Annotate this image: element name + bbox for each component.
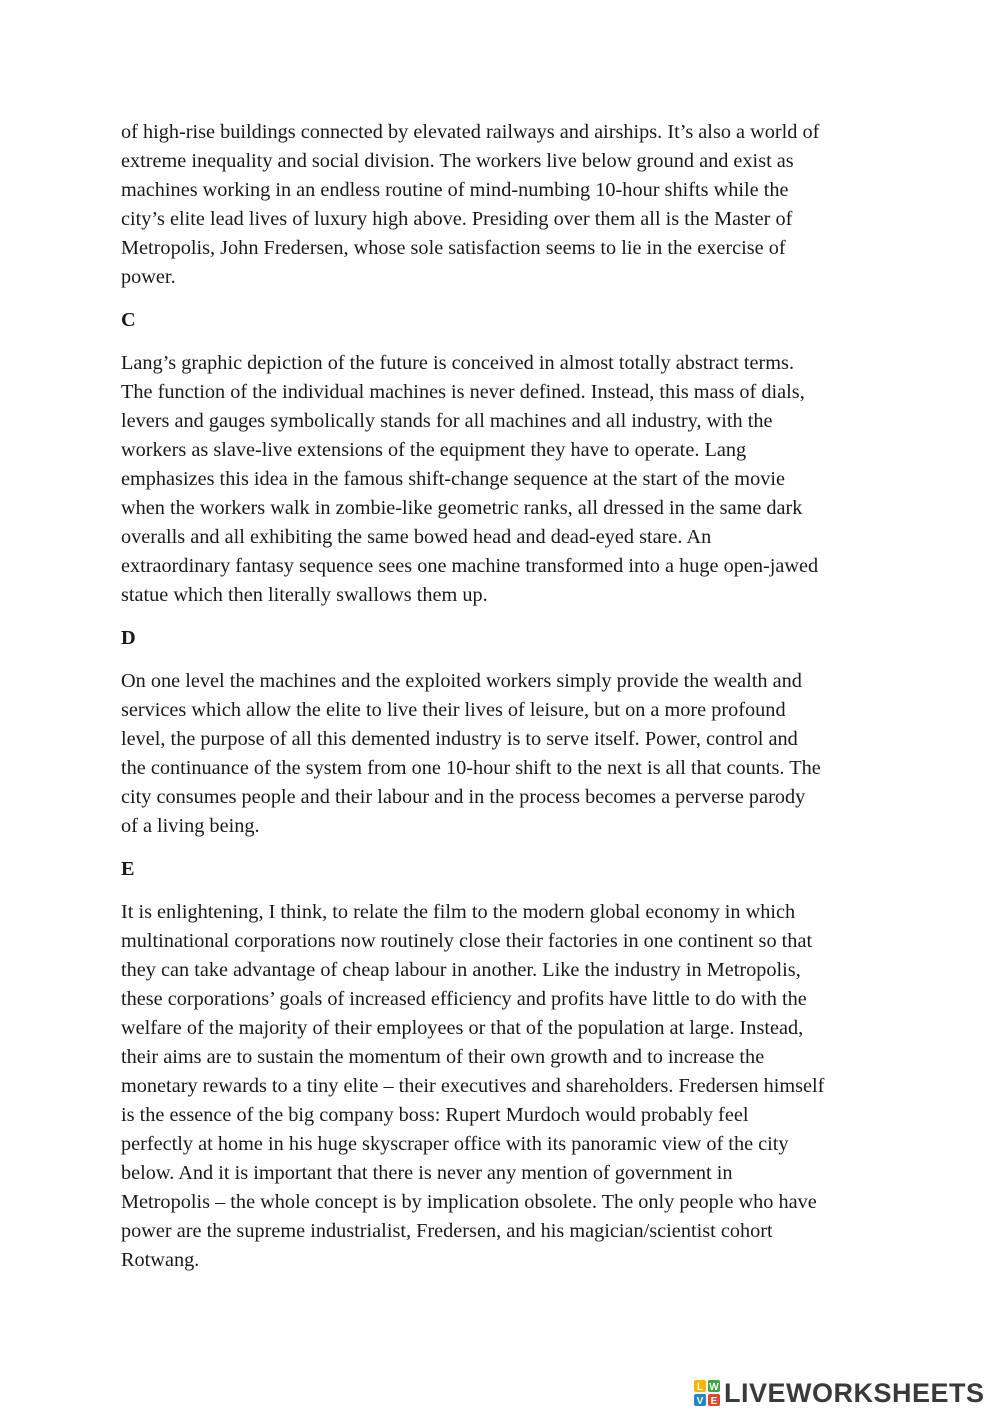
text-line: power.	[121, 266, 176, 288]
text-line: extraordinary fantasy sequence sees one machine transformed into a huge open-jawed	[121, 555, 819, 577]
svg-text:E: E	[710, 1396, 718, 1406]
text-line: city’s elite lead lives of luxury high above. Presiding over them all is the Master of	[121, 208, 793, 230]
text-line: of high-rise buildings connected by elevated railways and airships. It’s also a world of	[121, 121, 820, 143]
liveworksheets-logo[interactable]	[694, 1376, 985, 1410]
text-line: statue which then literally swallows them up.	[121, 584, 488, 606]
text-line: Lang’s graphic depiction of the future is conceived in almost totally abstract terms.	[121, 352, 795, 374]
text-line: power are the supreme industrialist, Fredersen, and his magician/scientist cohort	[121, 1220, 773, 1242]
svg-text:W: W	[709, 1382, 719, 1393]
text-line: their aims are to sustain the momentum of their own growth and to increase the	[121, 1046, 765, 1068]
text-line: Rotwang.	[121, 1249, 200, 1271]
text-line: emphasizes this idea in the famous shift-change sequence at the start of the movie	[121, 468, 785, 490]
text-line: extreme inequality and social division. The workers live below ground and exist as	[121, 150, 794, 172]
text-line: overalls and all exhibiting the same bowed head and dead-eyed stare. An	[121, 526, 712, 548]
paragraph-b-continuation	[121, 118, 891, 292]
paragraph-c	[121, 349, 891, 610]
logo-text: LIVEWORKSHEETS	[724, 1377, 985, 1408]
text-line: The function of the individual machines is never defined. Instead, this mass of dials,	[121, 381, 805, 403]
text-line: of a living being.	[121, 815, 260, 837]
text-line: below. And it is important that there is never any mention of government in	[121, 1162, 733, 1184]
document-page	[121, 118, 891, 1289]
paragraph-e	[121, 898, 891, 1275]
text-line: workers as slave-live extensions of the equipment they have to operate. Lang	[121, 439, 747, 461]
text-line: they can take advantage of cheap labour in another. Like the industry in Metropolis,	[121, 959, 801, 981]
liveworksheets-logo-icon	[694, 1380, 720, 1406]
text-line: monetary rewards to a tiny elite – their executives and shareholders. Fredersen himself	[121, 1075, 825, 1097]
text-line: level, the purpose of all this demented industry is to serve itself. Power, control and	[121, 728, 798, 750]
text-line: multinational corporations now routinely close their factories in one continent so that	[121, 930, 813, 952]
text-line: the continuance of the system from one 10-hour shift to the next is all that counts. The	[121, 757, 821, 779]
text-line: Metropolis – the whole concept is by implication obsolete. The only people who have	[121, 1191, 817, 1213]
text-line: machines working in an endless routine of mind-numbing 10-hour shifts while the	[121, 179, 789, 201]
svg-text:V: V	[696, 1396, 704, 1406]
text-line: is the essence of the big company boss: Rupert Murdoch would probably feel	[121, 1104, 749, 1126]
section-heading-e: E	[121, 858, 135, 880]
text-line: services which allow the elite to live their lives of leisure, but on a more profound	[121, 699, 786, 721]
text-line: welfare of the majority of their employees or that of the population at large. Instead,	[121, 1017, 804, 1039]
text-line: On one level the machines and the exploited workers simply provide the wealth and	[121, 670, 802, 692]
paragraph-d	[121, 667, 891, 841]
text-line: levers and gauges symbolically stands for all machines and all industry, with the	[121, 410, 773, 432]
section-heading-d: D	[121, 627, 136, 649]
section-heading-c: C	[121, 309, 136, 331]
text-line: It is enlightening, I think, to relate the film to the modern global economy in which	[121, 901, 796, 923]
text-line: when the workers walk in zombie-like geometric ranks, all dressed in the same dark	[121, 497, 803, 519]
text-line: city consumes people and their labour and in the process becomes a perverse parody	[121, 786, 806, 808]
svg-text:L: L	[696, 1382, 704, 1393]
text-line: these corporations’ goals of increased efficiency and profits have little to do with the	[121, 988, 807, 1010]
text-line: perfectly at home in his huge skyscraper office with its panoramic view of the city	[121, 1133, 789, 1155]
text-line: Metropolis, John Fredersen, whose sole satisfaction seems to lie in the exercise of	[121, 237, 786, 259]
